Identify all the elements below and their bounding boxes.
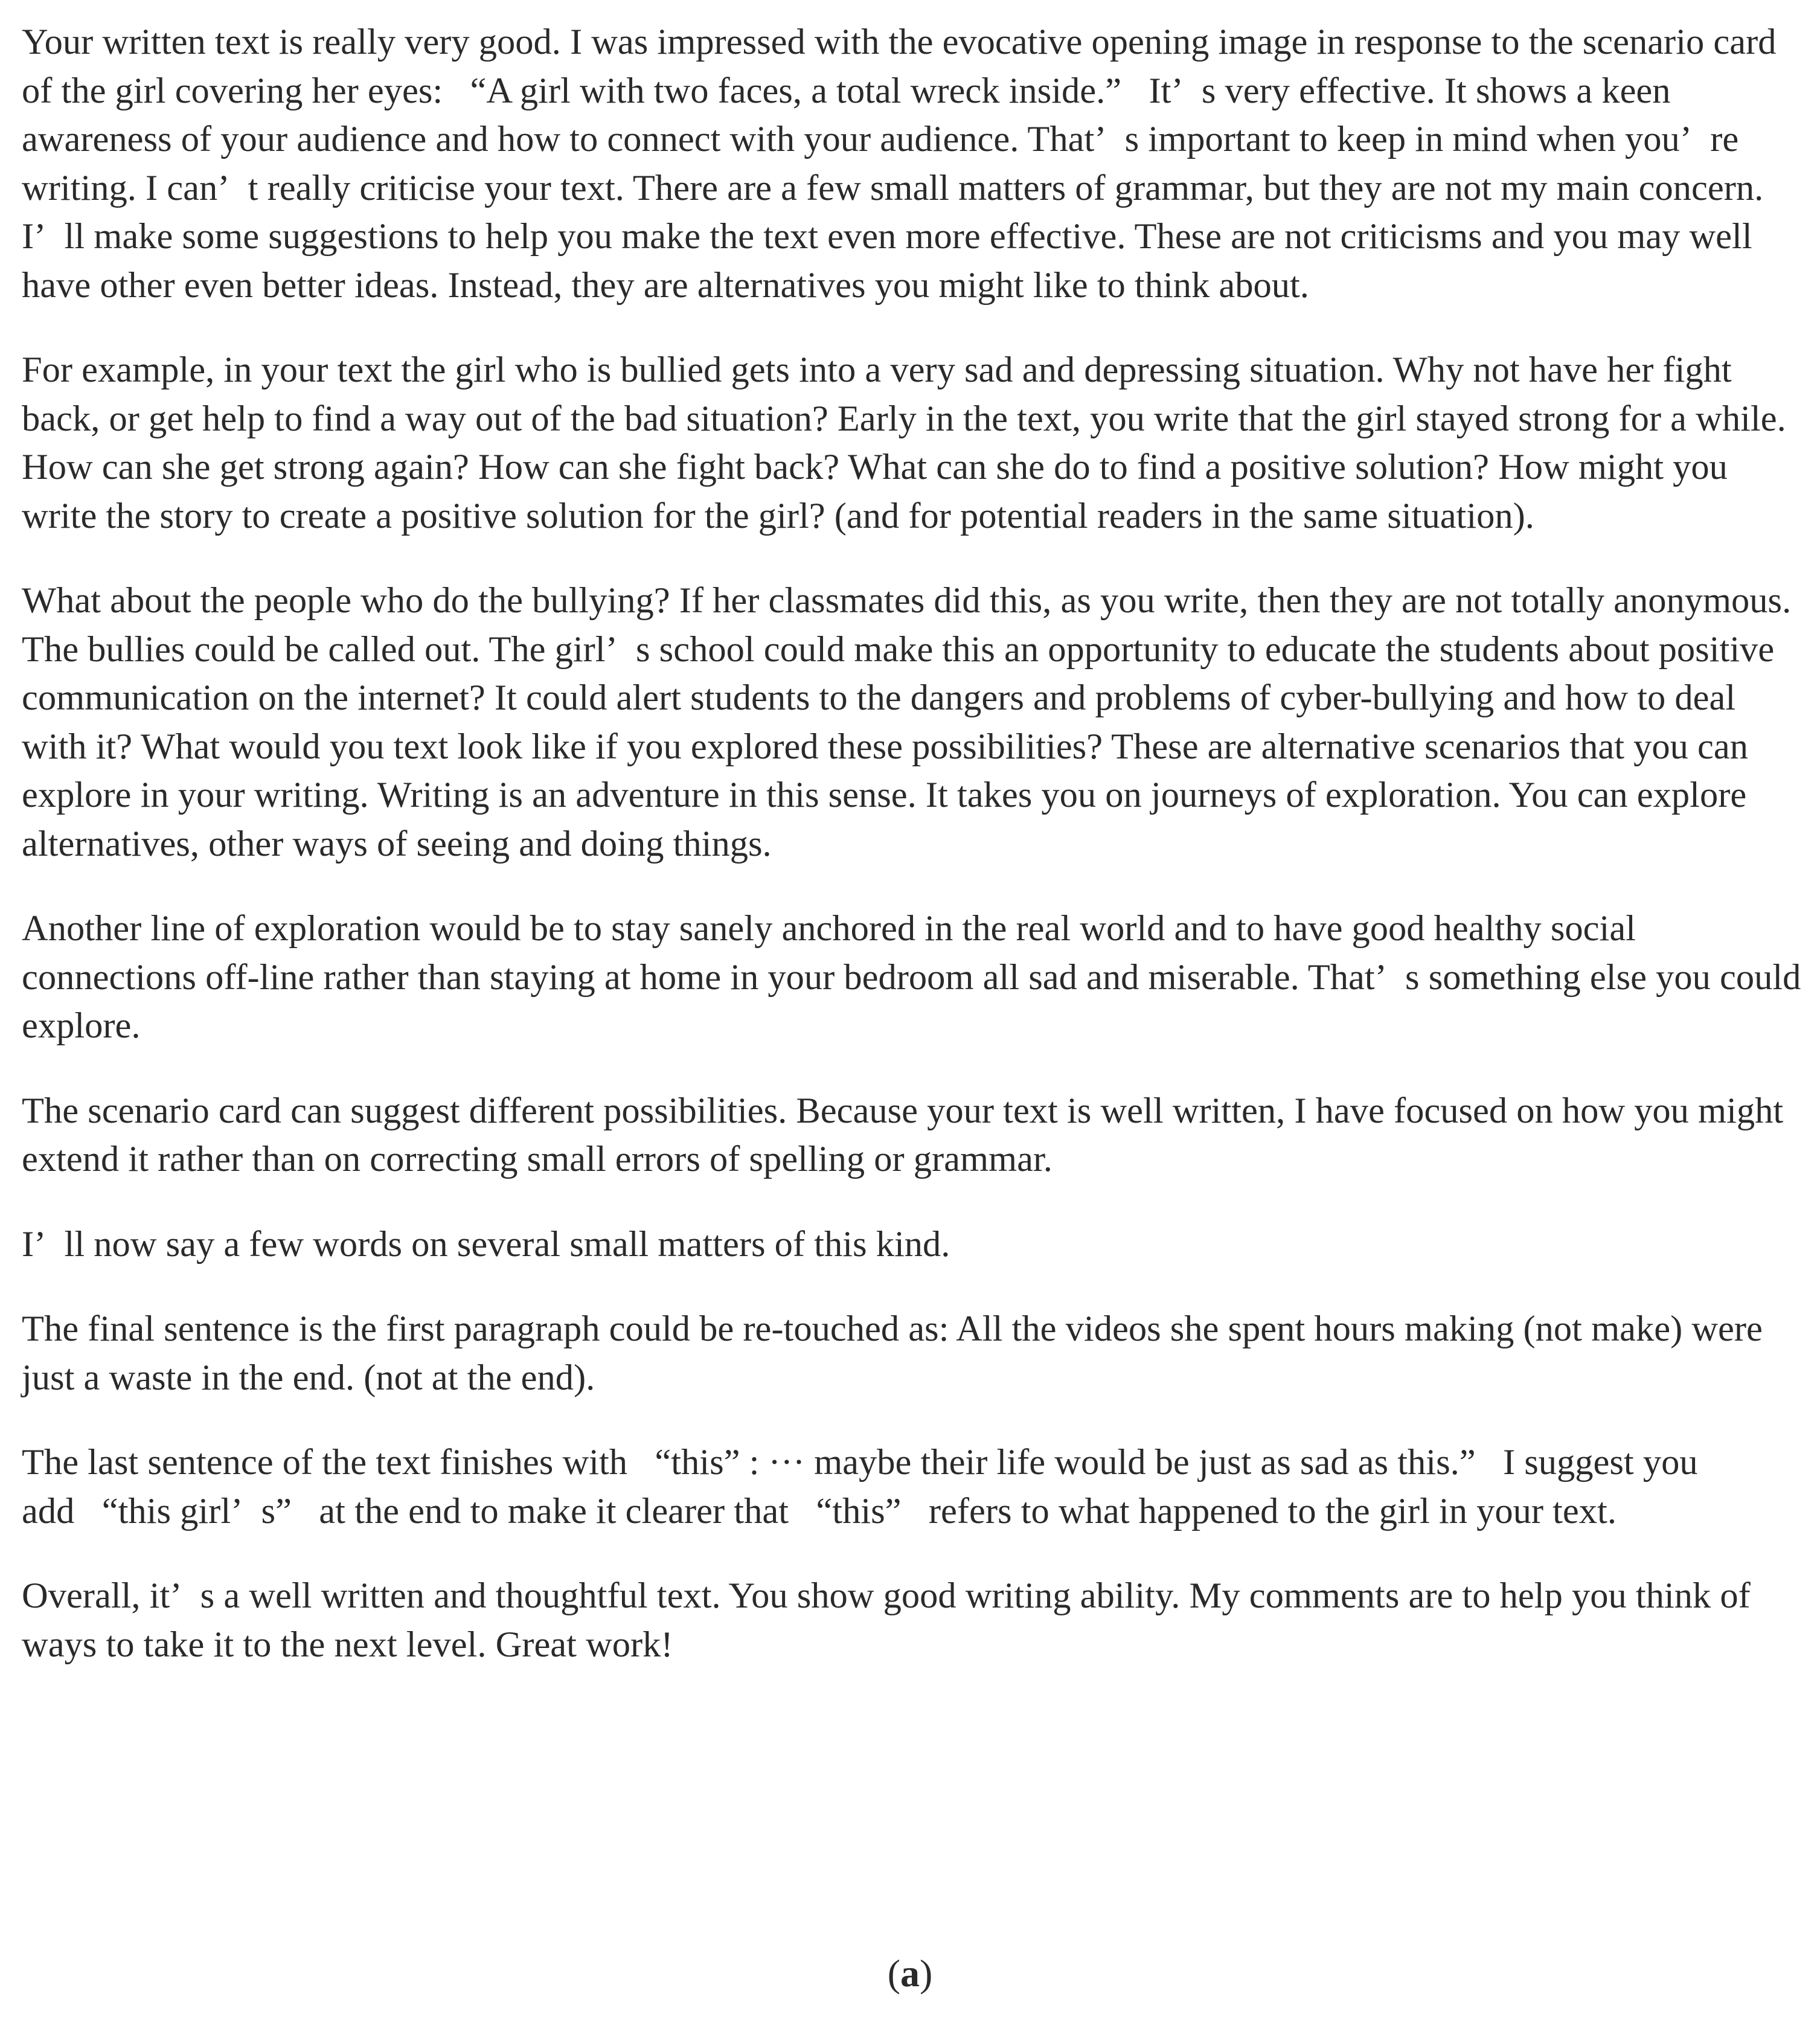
paragraph-small-matters: I’ ll now say a few words on several small matters of this kind.: [22, 1223, 950, 1265]
paragraph-overall: Overall, it’ s a well written and thoughtful text. You show good writing ability. My comments are to help you think of ways to take it to the next level. Great work!: [22, 1576, 1751, 1665]
paragraph-opening-praise: Your written text is really very good. I was impressed with the evocative opening image in response to the scenario card of the girl covering her eyes: “A girl with two faces, a total wreck inside.” It’ s very effective. It shows a keen awareness of your audience and how to connect with your audience. That’ s important to keep in mind when you’ re writing. I can’ t really criticise your text. There are a few small matters of grammar, but they are not my main concern. I’ ll make some suggestions to help you make the text even more effective. These are not criticisms and you may well have other even better ideas. Instead, they are alternatives you might like to think about.: [22, 22, 1777, 306]
paragraph-real-world: Another line of exploration would be to stay sanely anchored in the real world and to have good healthy social connections off-line rather than staying at home in your bedroom all sad and miserable. That’ s something else you could explore.: [22, 908, 1801, 1046]
paragraph-final-sentence: The final sentence is the first paragraph could be re-touched as: All the videos she spent hours making (not make) were just a waste in the end. (not at the end).: [22, 1309, 1763, 1398]
figure-caption: (a): [887, 1952, 933, 1995]
figure-caption-letter: a: [900, 1952, 920, 1995]
paragraph-bullies: What about the people who do the bullying? If her classmates did this, as you write, then they are not totally anonymous. The bullies could be called out. The girl’ s school could make this an opportunity to educate the students about positive communication on the internet? It could alert students to the dangers and problems of cyber-bullying and how to deal with it? What would you text look like if you explored these possibilities? These are alternative scenarios that you can explore in your writing. Writing is an adventure in this sense. It takes you on journeys of exploration. You can explore alternatives, other ways of seeing and doing things.: [22, 580, 1792, 864]
paragraph-scenario-card: The scenario card can suggest different possibilities. Because your text is well written, I have focused on how you might extend it rather than on correcting small errors of spelling or grammar.: [22, 1090, 1784, 1179]
paragraph-last-sentence: The last sentence of the text finishes with “this” : ··· maybe their life would be just as sad as this.” I suggest you add “this girl’ s” at the end to make it clearer that “this” refers to what happened to the girl in your text.: [22, 1442, 1698, 1531]
feedback-document: [22, 18, 1803, 1669]
paragraph-positive-solution: For example, in your text the girl who is bullied gets into a very sad and depressing situation. Why not have her fight back, or get help to find a way out of the bad situation? Early in the text, you write that the girl stayed strong for a while. How can she get strong again? How can she fight back? What can she do to find a positive solution? How might you write the story to create a positive solution for the girl? (and for potential readers in the same situation).: [22, 350, 1786, 536]
